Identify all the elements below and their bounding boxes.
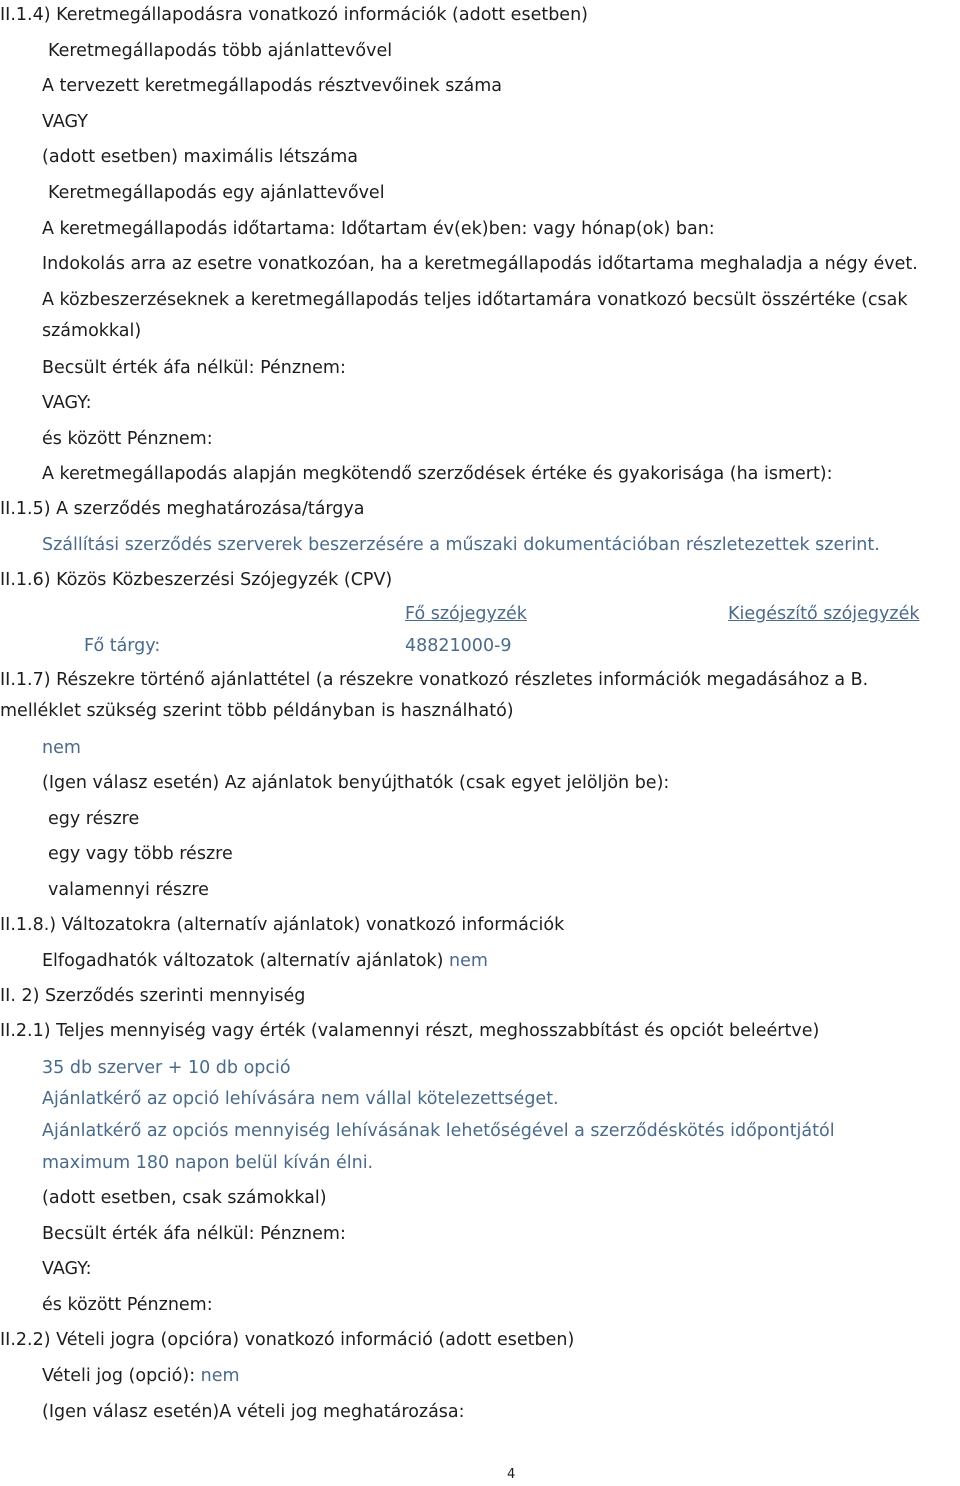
option-text: Keretmegállapodás több ajánlattevővel	[48, 41, 393, 61]
field-label: (adott esetben) maximális létszáma	[42, 147, 358, 167]
field-label: (Igen válasz esetén)A vételi jog meghatározása:	[42, 1402, 465, 1422]
option-text: Keretmegállapodás egy ajánlattevővel	[48, 183, 385, 203]
field-value: maximum 180 napon belül kíván élni.	[42, 1153, 374, 1173]
cpv-main-header: Fő szójegyzék	[405, 604, 527, 624]
field-value: 35 db szerver + 10 db opció	[42, 1058, 291, 1078]
field-label: A keretmegállapodás időtartama: Időtartam év(ek)ben: vagy hónap(ok) ban:	[42, 219, 715, 239]
section-heading: II.1.5) A szerződés meghatározása/tárgya	[0, 499, 365, 519]
field-label: A közbeszerzéseknek a keretmegállapodás teljes időtartamára vonatkozó becsült összértéke (csak	[42, 290, 908, 310]
cpv-extra-header: Kiegészítő szójegyzék	[728, 604, 920, 624]
section-heading: II.1.8.) Változatokra (alternatív ajánlatok) vonatkozó információk	[0, 915, 565, 935]
section-heading: II.2.2) Vételi jogra (opcióra) vonatkozó információ (adott esetben)	[0, 1330, 575, 1350]
option-text: egy részre	[48, 809, 140, 829]
field-label: Vételi jog (opció):	[42, 1366, 196, 1386]
field-label: (adott esetben, csak számokkal)	[42, 1188, 327, 1208]
field-value: Ajánlatkérő az opciós mennyiség lehívásának lehetőségével a szerződéskötés időpontjától	[42, 1121, 835, 1141]
option-text: egy vagy több részre	[48, 844, 233, 864]
field-label: (Igen válasz esetén) Az ajánlatok benyújthatók (csak egyet jelöljön be):	[42, 773, 670, 793]
page-number: 4	[507, 1467, 516, 1482]
or-label: VAGY:	[42, 393, 92, 413]
field-label: Indokolás arra az esetre vonatkozóan, ha a keretmegállapodás időtartama meghaladja a négy évet.	[42, 254, 918, 274]
section-heading: II.1.7) Részekre történő ajánlattétel (a részekre vonatkozó részletes információk megadásához a B.	[0, 670, 869, 690]
section-heading: II.1.6) Közös Közbeszerzési Szójegyzék (CPV)	[0, 570, 393, 590]
section-heading: II.2.1) Teljes mennyiség vagy érték (valamennyi részt, meghosszabbítást és opciót beleértve)	[0, 1021, 820, 1041]
cpv-code: 48821000-9	[405, 636, 512, 656]
field-value: nem	[448, 951, 488, 971]
field-label: és között Pénznem:	[42, 1295, 213, 1315]
field-row	[42, 950, 488, 972]
section-heading: melléklet szükség szerint több példányban is használható)	[0, 701, 514, 721]
field-label: Becsült érték áfa nélkül: Pénznem:	[42, 358, 346, 378]
field-label: Elfogadhatók változatok (alternatív ajánlatok)	[42, 951, 444, 971]
option-text: valamennyi részre	[48, 880, 209, 900]
or-label: VAGY:	[42, 1259, 92, 1279]
or-label: VAGY	[42, 112, 88, 132]
field-value: Szállítási szerződés szerverek beszerzésére a műszaki dokumentációban részletezettek szerint.	[42, 535, 880, 555]
field-label: A keretmegállapodás alapján megkötendő szerződések értéke és gyakorisága (ha ismert):	[42, 464, 833, 484]
field-value: nem	[42, 738, 81, 758]
field-label: és között Pénznem:	[42, 429, 213, 449]
field-row	[42, 1365, 240, 1387]
field-label: számokkal)	[42, 321, 142, 341]
field-label: Becsült érték áfa nélkül: Pénznem:	[42, 1224, 346, 1244]
field-value: Ajánlatkérő az opció lehívására nem vállal kötelezettséget.	[42, 1089, 559, 1109]
field-label: A tervezett keretmegállapodás résztvevőinek száma	[42, 76, 502, 96]
field-value: nem	[200, 1366, 240, 1386]
cpv-row-label: Fő tárgy:	[84, 636, 161, 656]
section-heading: II.1.4) Keretmegállapodásra vonatkozó információk (adott esetben)	[0, 5, 588, 25]
section-heading: II. 2) Szerződés szerinti mennyiség	[0, 986, 306, 1006]
